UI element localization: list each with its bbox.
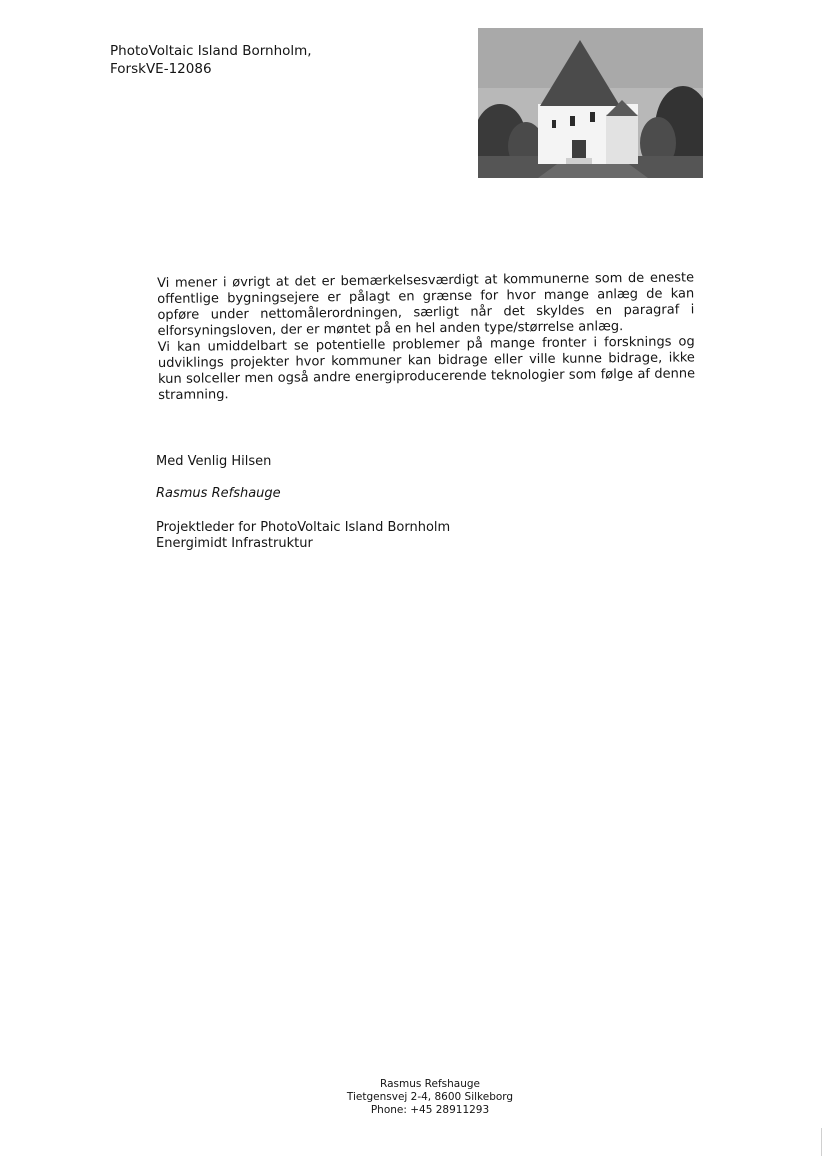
- footer-phone: Phone: +45 28911293: [370, 1104, 490, 1116]
- letter-body: [157, 270, 695, 404]
- project-name: PhotoVoltaic Island Bornholm,: [110, 43, 312, 59]
- letter-closing: [156, 454, 450, 552]
- church-annex: [606, 114, 638, 164]
- sender-header: [110, 42, 312, 78]
- window: [590, 112, 595, 122]
- scan-edge-mark: [821, 1128, 822, 1156]
- body-paragraph: Vi kan umiddelbart se potentielle problemer på mange fronter i forsknings og udviklings projekter hvor kommuner kan bidrage eller ville kunne bidrage, ikke kun solceller men også andre energiproducerende teknologier som følge af denne stramning.: [157, 334, 696, 403]
- signer-organization: Energimidt Infrastruktur: [156, 536, 313, 551]
- signer-title: Projektleder for PhotoVoltaic Island Bornholm: [156, 520, 451, 535]
- window: [552, 120, 556, 128]
- footer-name: Rasmus Refshauge: [380, 1078, 480, 1090]
- page-footer: [330, 1078, 530, 1117]
- signature-name: Rasmus Refshauge: [156, 486, 281, 501]
- body-paragraph: Vi mener i øvrigt at det er bemærkelsesværdigt at kommunerne som de eneste offentlige bygningsejere er pålagt en grænse for hvor mange anlæg de kan opføre under nettomålerordningen, særligt når det skyldes en paragraf i elforsyningsloven, der er møntet på en hel anden type/størrelse anlæg.: [157, 270, 695, 339]
- stairs: [566, 158, 592, 164]
- church-illustration: [478, 28, 703, 178]
- round-church-photo: [478, 28, 703, 178]
- footer-address: Tietgensvej 2-4, 8600 Silkeborg: [346, 1091, 514, 1103]
- closing-greeting: Med Venlig Hilsen: [156, 454, 272, 469]
- project-reference: ForskVE-12086: [110, 61, 212, 77]
- window: [570, 116, 575, 126]
